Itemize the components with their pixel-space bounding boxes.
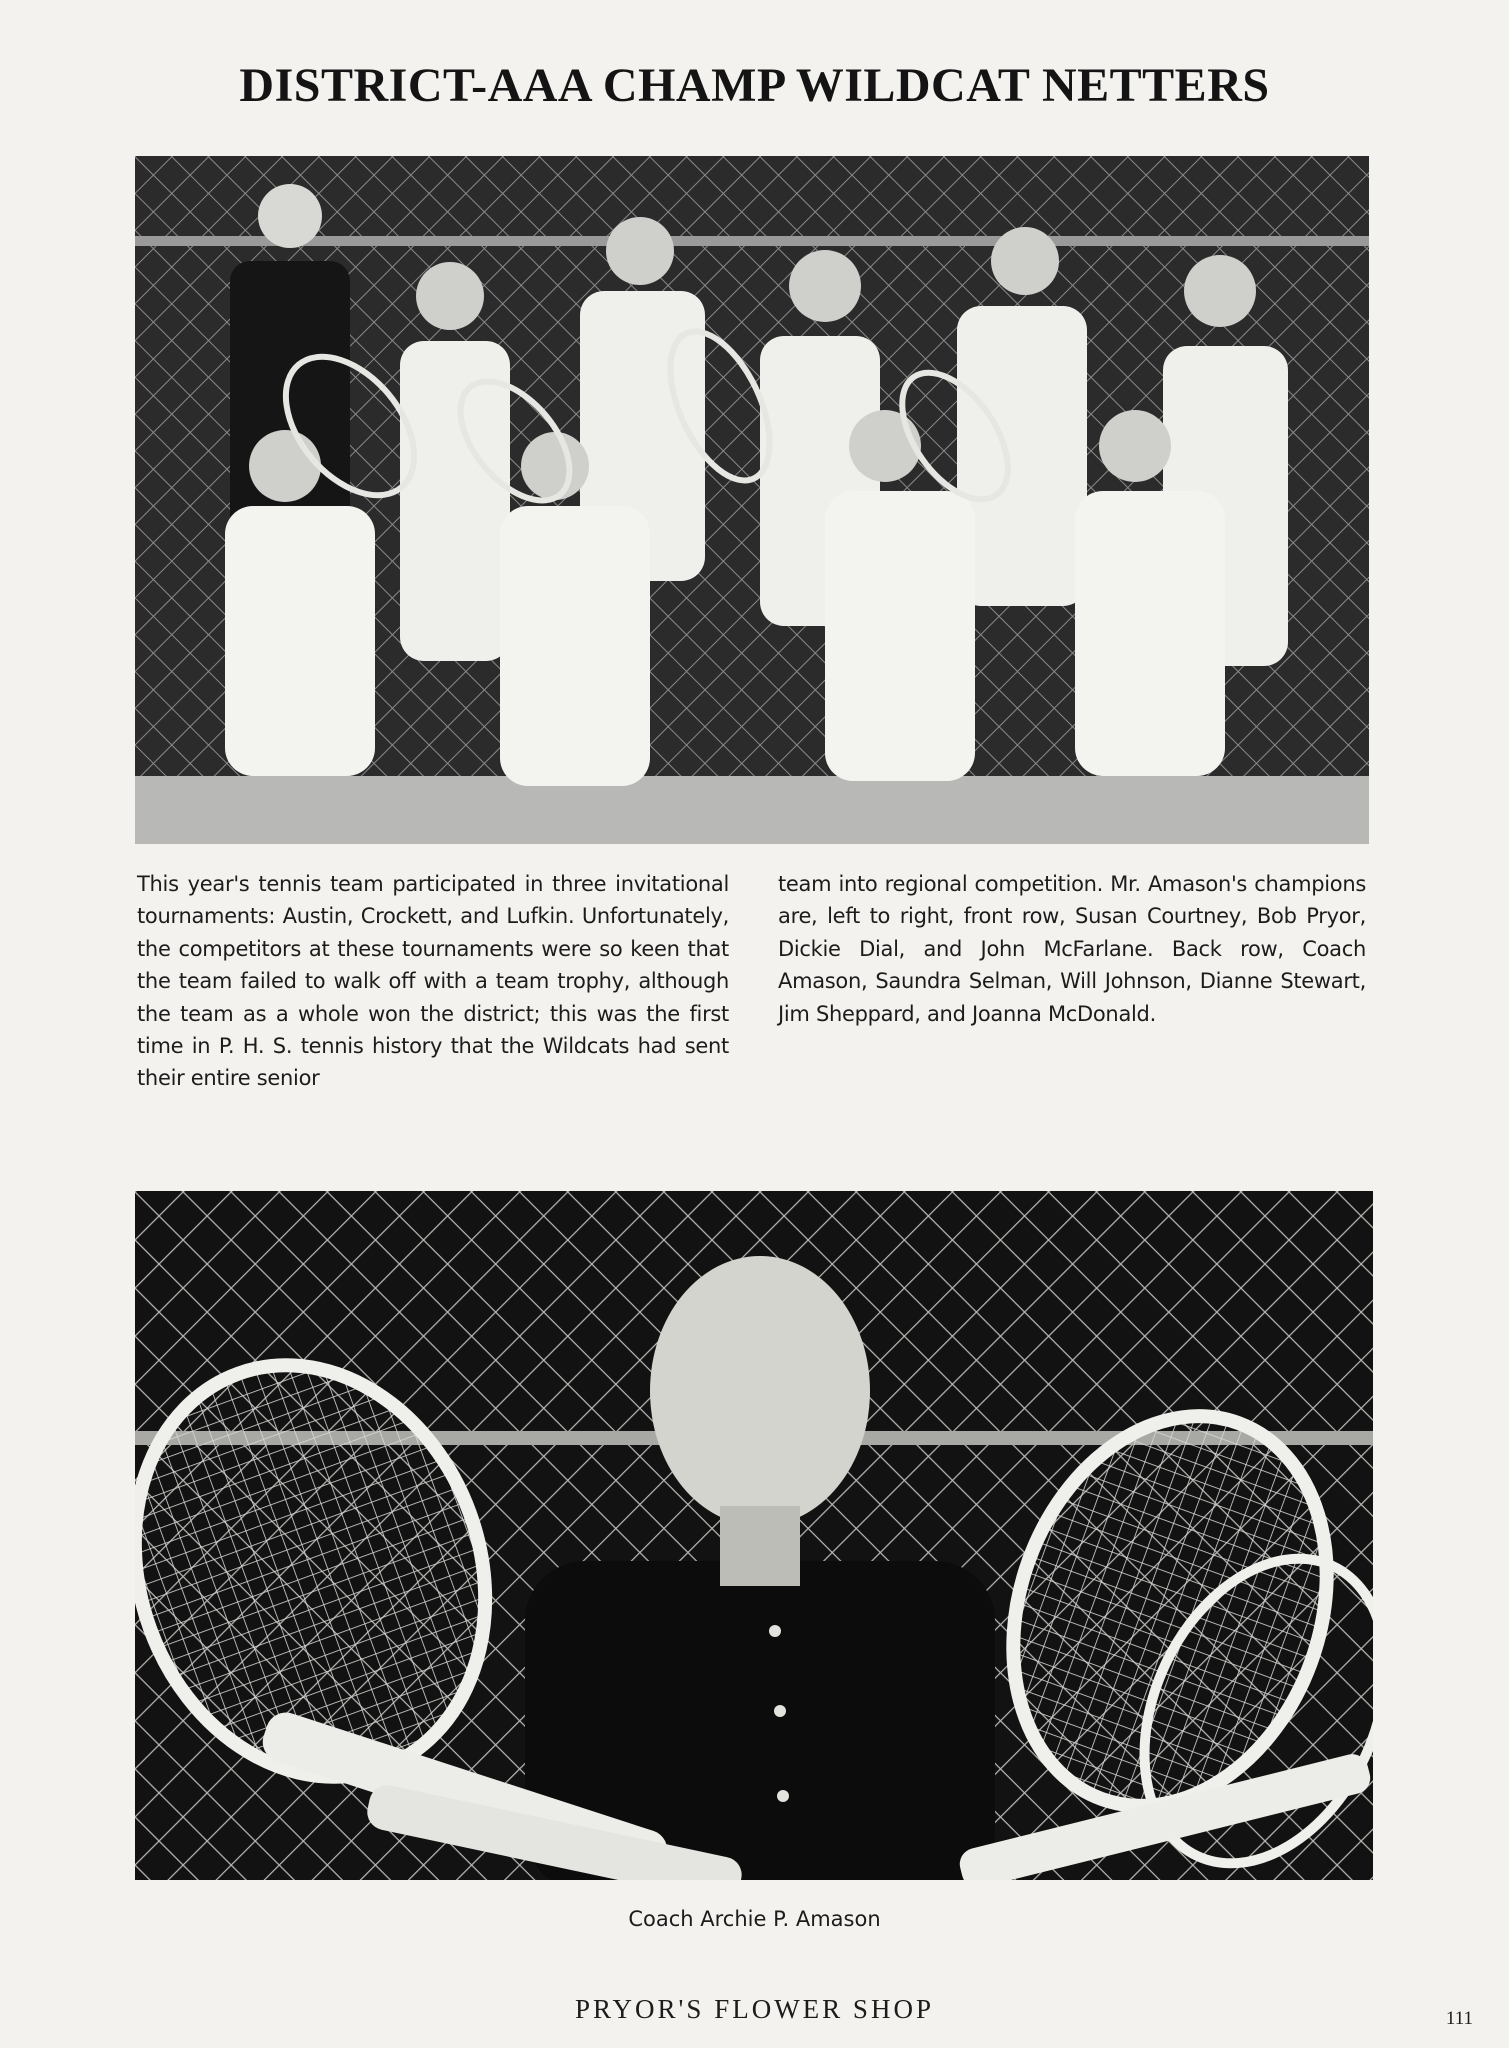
coach-photo-graphic — [135, 1191, 1373, 1880]
caption-left: This year's tennis team participated in three invitational tournaments: Austin, Crockett, and Lufkin. Unfortunately, the competitors at these tournaments were so keen that the team failed to walk off with a team trophy, although the team as a whole won the district; this was the first time in P. H. S. tennis history that the Wildcats had sent their entire senior — [137, 872, 729, 1091]
coach-photo — [135, 1191, 1373, 1880]
page-number: 111 — [1445, 2008, 1473, 2029]
team-photo-graphic — [135, 156, 1369, 844]
coach-caption: Coach Archie P. Amason — [628, 1907, 881, 1931]
page-title: DISTRICT-AAA CHAMP WILDCAT NETTERS — [239, 59, 1270, 112]
team-photo — [135, 156, 1369, 844]
footer-sponsor: PRYOR'S FLOWER SHOP — [575, 1994, 934, 2024]
caption-right: team into regional competition. Mr. Amason's champions are, left to right, front row, Susan Courtney, Bob Pryor, Dickie Dial, and John McFarlane. Back row, Coach Amason, Saundra Selman, Will Johnson, Dianne Stewart, Jim Sheppard, and Joanna McDonald. — [778, 872, 1366, 1026]
